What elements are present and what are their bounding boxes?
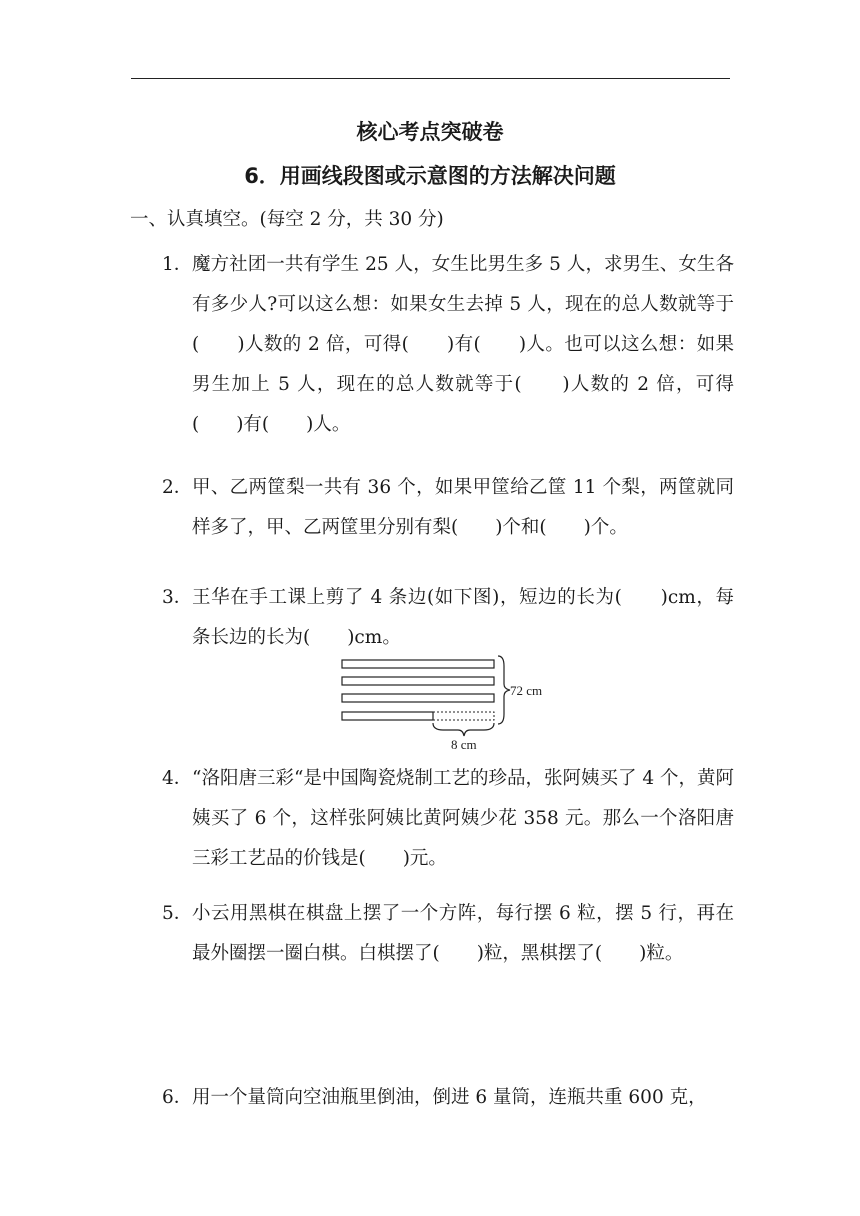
gap-length-label: 8 cm (451, 737, 477, 752)
question-1 (162, 245, 734, 445)
question-number: 4． (162, 768, 193, 789)
missing-part-dashed (433, 712, 494, 720)
question-6 (162, 1078, 734, 1118)
question-number: 1． (162, 254, 193, 275)
question-text: 王华在手工课上剪了 4 条边(如下图)，短边的长为( )cm，每条长边的长为( )cm。 (192, 587, 734, 648)
strips-figure (330, 650, 570, 754)
question-text: 小云用黑棋在棋盘上摆了一个方阵，每行摆 6 粒，摆 5 行，再在最外圈摆一圈白棋。白棋摆了( )粒，黑棋摆了( )粒。 (192, 903, 734, 964)
question-text: “洛阳唐三彩“是中国陶瓷烧制工艺的珍品，张阿姨买了 4 个，黄阿姨买了 6 个，这样张阿姨比黄阿姨少花 358 元。那么一个洛阳唐三彩工艺品的价钱是( )元。 (192, 768, 734, 869)
total-brace (498, 656, 510, 724)
exam-title: 核心考点突破卷 (356, 120, 504, 144)
total-length-label: 72 cm (510, 683, 543, 698)
question-3 (162, 578, 734, 658)
question-4 (162, 759, 734, 879)
question-number: 3． (162, 587, 193, 608)
long-strip-1 (342, 660, 494, 668)
question-text: 用一个量筒向空油瓶里倒油，倒进 6 量筒，连瓶共重 600 克， (192, 1087, 707, 1108)
question-5 (162, 894, 734, 974)
section-heading: 一、认真填空。(每空 2 分，共 30 分) (130, 209, 444, 230)
question-number: 6． (162, 1087, 193, 1108)
question-number: 5． (162, 903, 193, 924)
exam-subtitle: 6．用画线段图或示意图的方法解决问题 (244, 164, 616, 188)
question-text: 魔方社团一共有学生 25 人，女生比男生多 5 人，求男生、女生各有多少人?可以这么想：如果女生去掉 5 人，现在的总人数就等于( )人数的 2 倍，可得( )有( )人。也可以这么想：如果男生加上 5 人，现在的总人数就等于( )人数的 2 倍，可得( )有( )人。 (192, 254, 734, 435)
question-text: 甲、乙两筐梨一共有 36 个，如果甲筐给乙筐 11 个梨，两筐就同样多了，甲、乙两筐里分别有梨( )个和( )个。 (192, 477, 734, 538)
gap-brace (433, 723, 494, 736)
question-2 (162, 468, 734, 548)
long-strip-2 (342, 677, 494, 685)
question-number: 2． (162, 477, 193, 498)
long-strip-3 (342, 694, 494, 702)
top-rule (131, 78, 730, 79)
short-strip (342, 712, 433, 720)
